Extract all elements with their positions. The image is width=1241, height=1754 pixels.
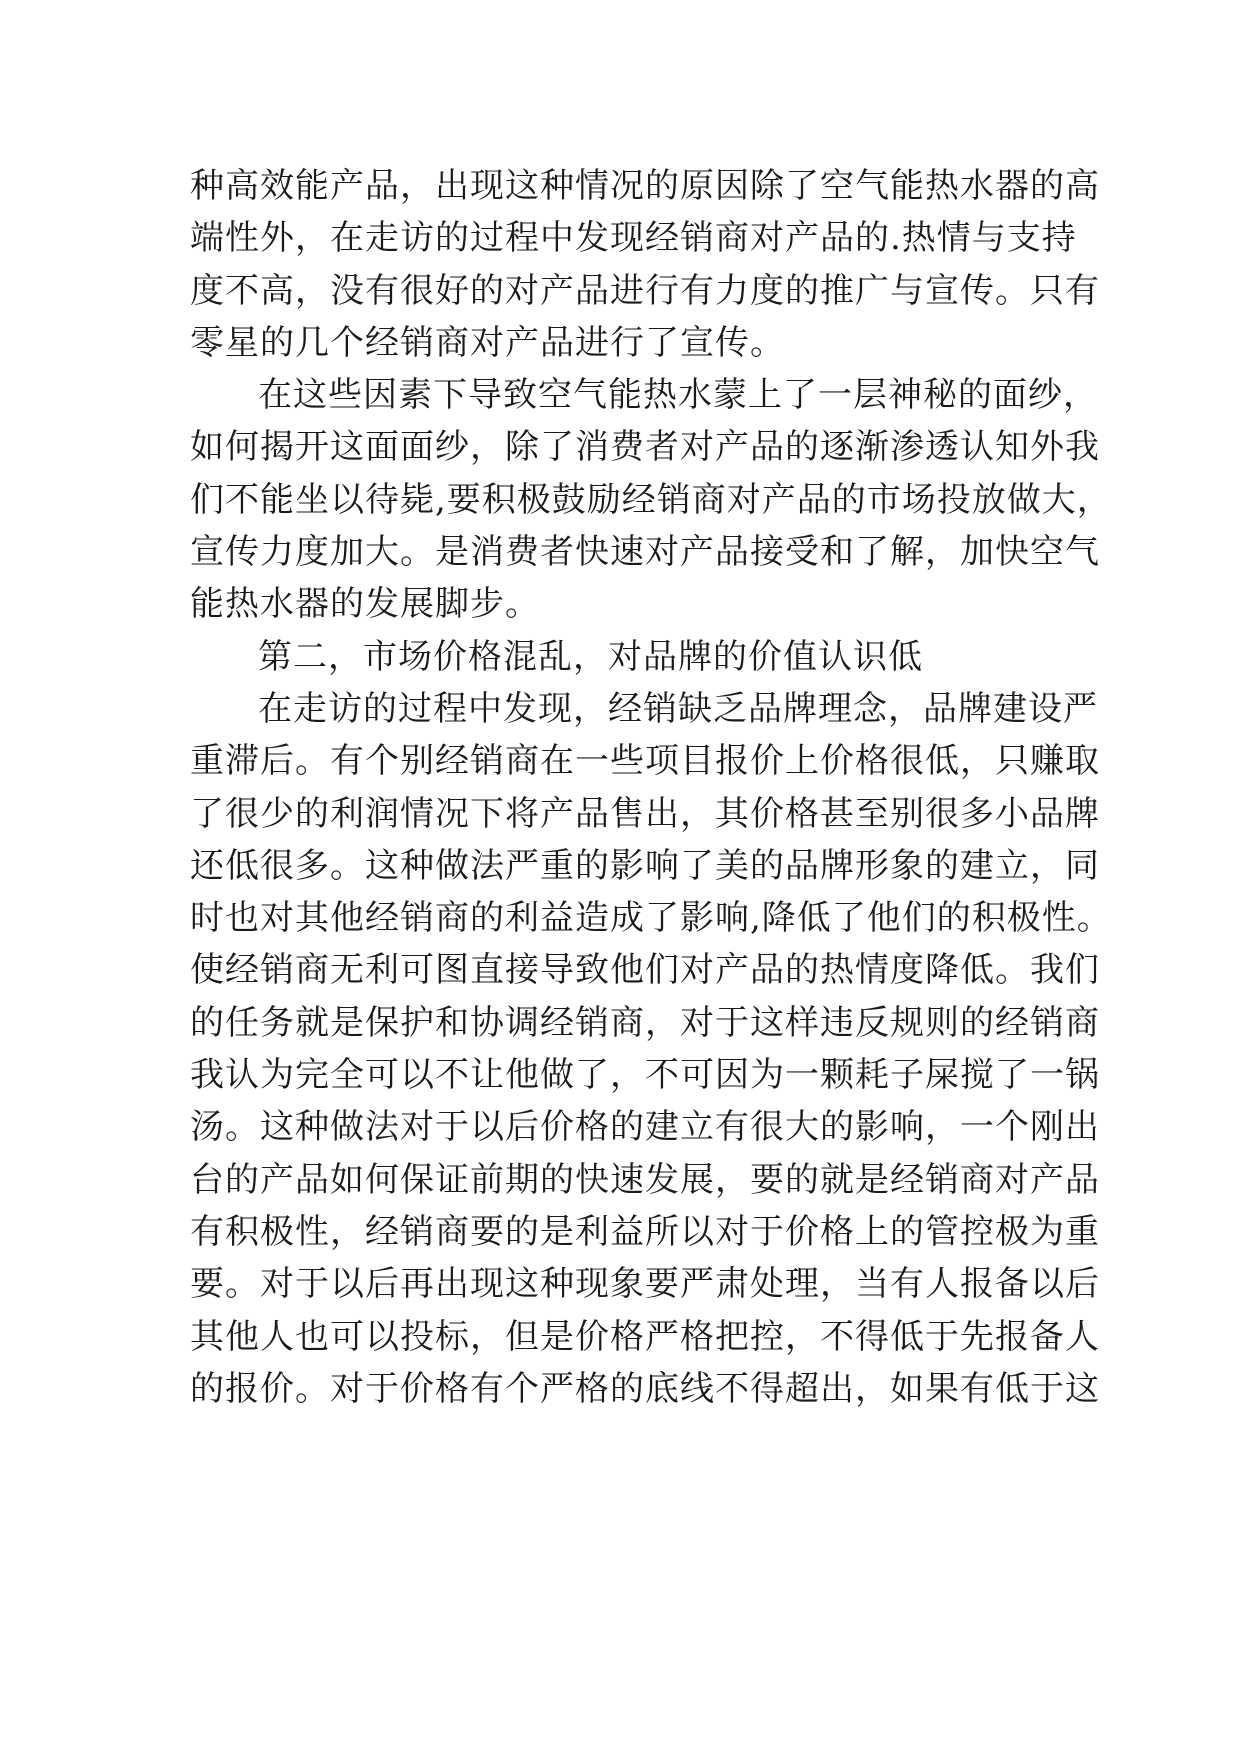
text-line: 其他人也可以投标，但是价格严格把控，不得低于先报备人	[190, 1316, 1100, 1357]
text-line: 了很少的利润情况下将产品售出，其价格甚至别很多小品牌	[190, 793, 1100, 834]
text-line: 汤。这种做法对于以后价格的建立有很大的影响，一个刚出	[190, 1107, 1100, 1148]
text-line: 的报价。对于价格有个严格的底线不得超出，如果有低于这	[190, 1368, 1100, 1409]
text-line: 使经销商无利可图直接导致他们对产品的热情度降低。我们	[190, 950, 1100, 991]
text-line: 我认为完全可以不让他做了，不可因为一颗耗子屎搅了一锅	[190, 1055, 1100, 1096]
document-body	[190, 160, 1112, 1415]
text-line: 第二，市场价格混乱，对品牌的价值认识低	[258, 636, 923, 677]
text-line: 的任务就是保护和协调经销商，对于这样违反规则的经销商	[190, 1002, 1100, 1043]
text-line: 端性外，在走访的过程中发现经销商对产品的.热情与支持	[190, 218, 1077, 259]
text-line: 还低很多。这种做法严重的影响了美的品牌形象的建立，同	[190, 845, 1100, 886]
text-line: 在这些因素下导致空气能热水蒙上了一层神秘的面纱，	[258, 375, 1098, 416]
text-line: 零星的几个经销商对产品进行了宣传。	[190, 322, 785, 363]
text-line: 要。对于以后再出现这种现象要严肃处理，当有人报备以后	[190, 1264, 1100, 1305]
text-line: 在走访的过程中发现，经销缺乏品牌理念，品牌建设严	[258, 688, 1098, 729]
text-line: 能热水器的发展脚步。	[190, 584, 540, 625]
text-line: 有积极性，经销商要的是利益所以对于价格上的管控极为重	[190, 1211, 1100, 1252]
text-line: 重滞后。有个别经销商在一些项目报价上价格很低，只赚取	[190, 741, 1100, 782]
text-line: 度不高，没有很好的对产品进行有力度的推广与宣传。只有	[190, 270, 1100, 311]
text-line: 们不能坐以待毙,要积极鼓励经销商对产品的市场投放做大，	[190, 479, 1112, 520]
text-line: 种高效能产品，出现这种情况的原因除了空气能热水器的高	[190, 166, 1100, 206]
text-line: 时也对其他经销商的利益造成了影响,降低了他们的积极性。	[190, 898, 1112, 939]
text-line: 台的产品如何保证前期的快速发展，要的就是经销商对产品	[190, 1159, 1100, 1200]
text-line: 如何揭开这面面纱，除了消费者对产品的逐渐渗透认知外我	[190, 427, 1100, 468]
text-line: 宣传力度加大。是消费者快速对产品接受和了解，加快空气	[190, 532, 1100, 573]
